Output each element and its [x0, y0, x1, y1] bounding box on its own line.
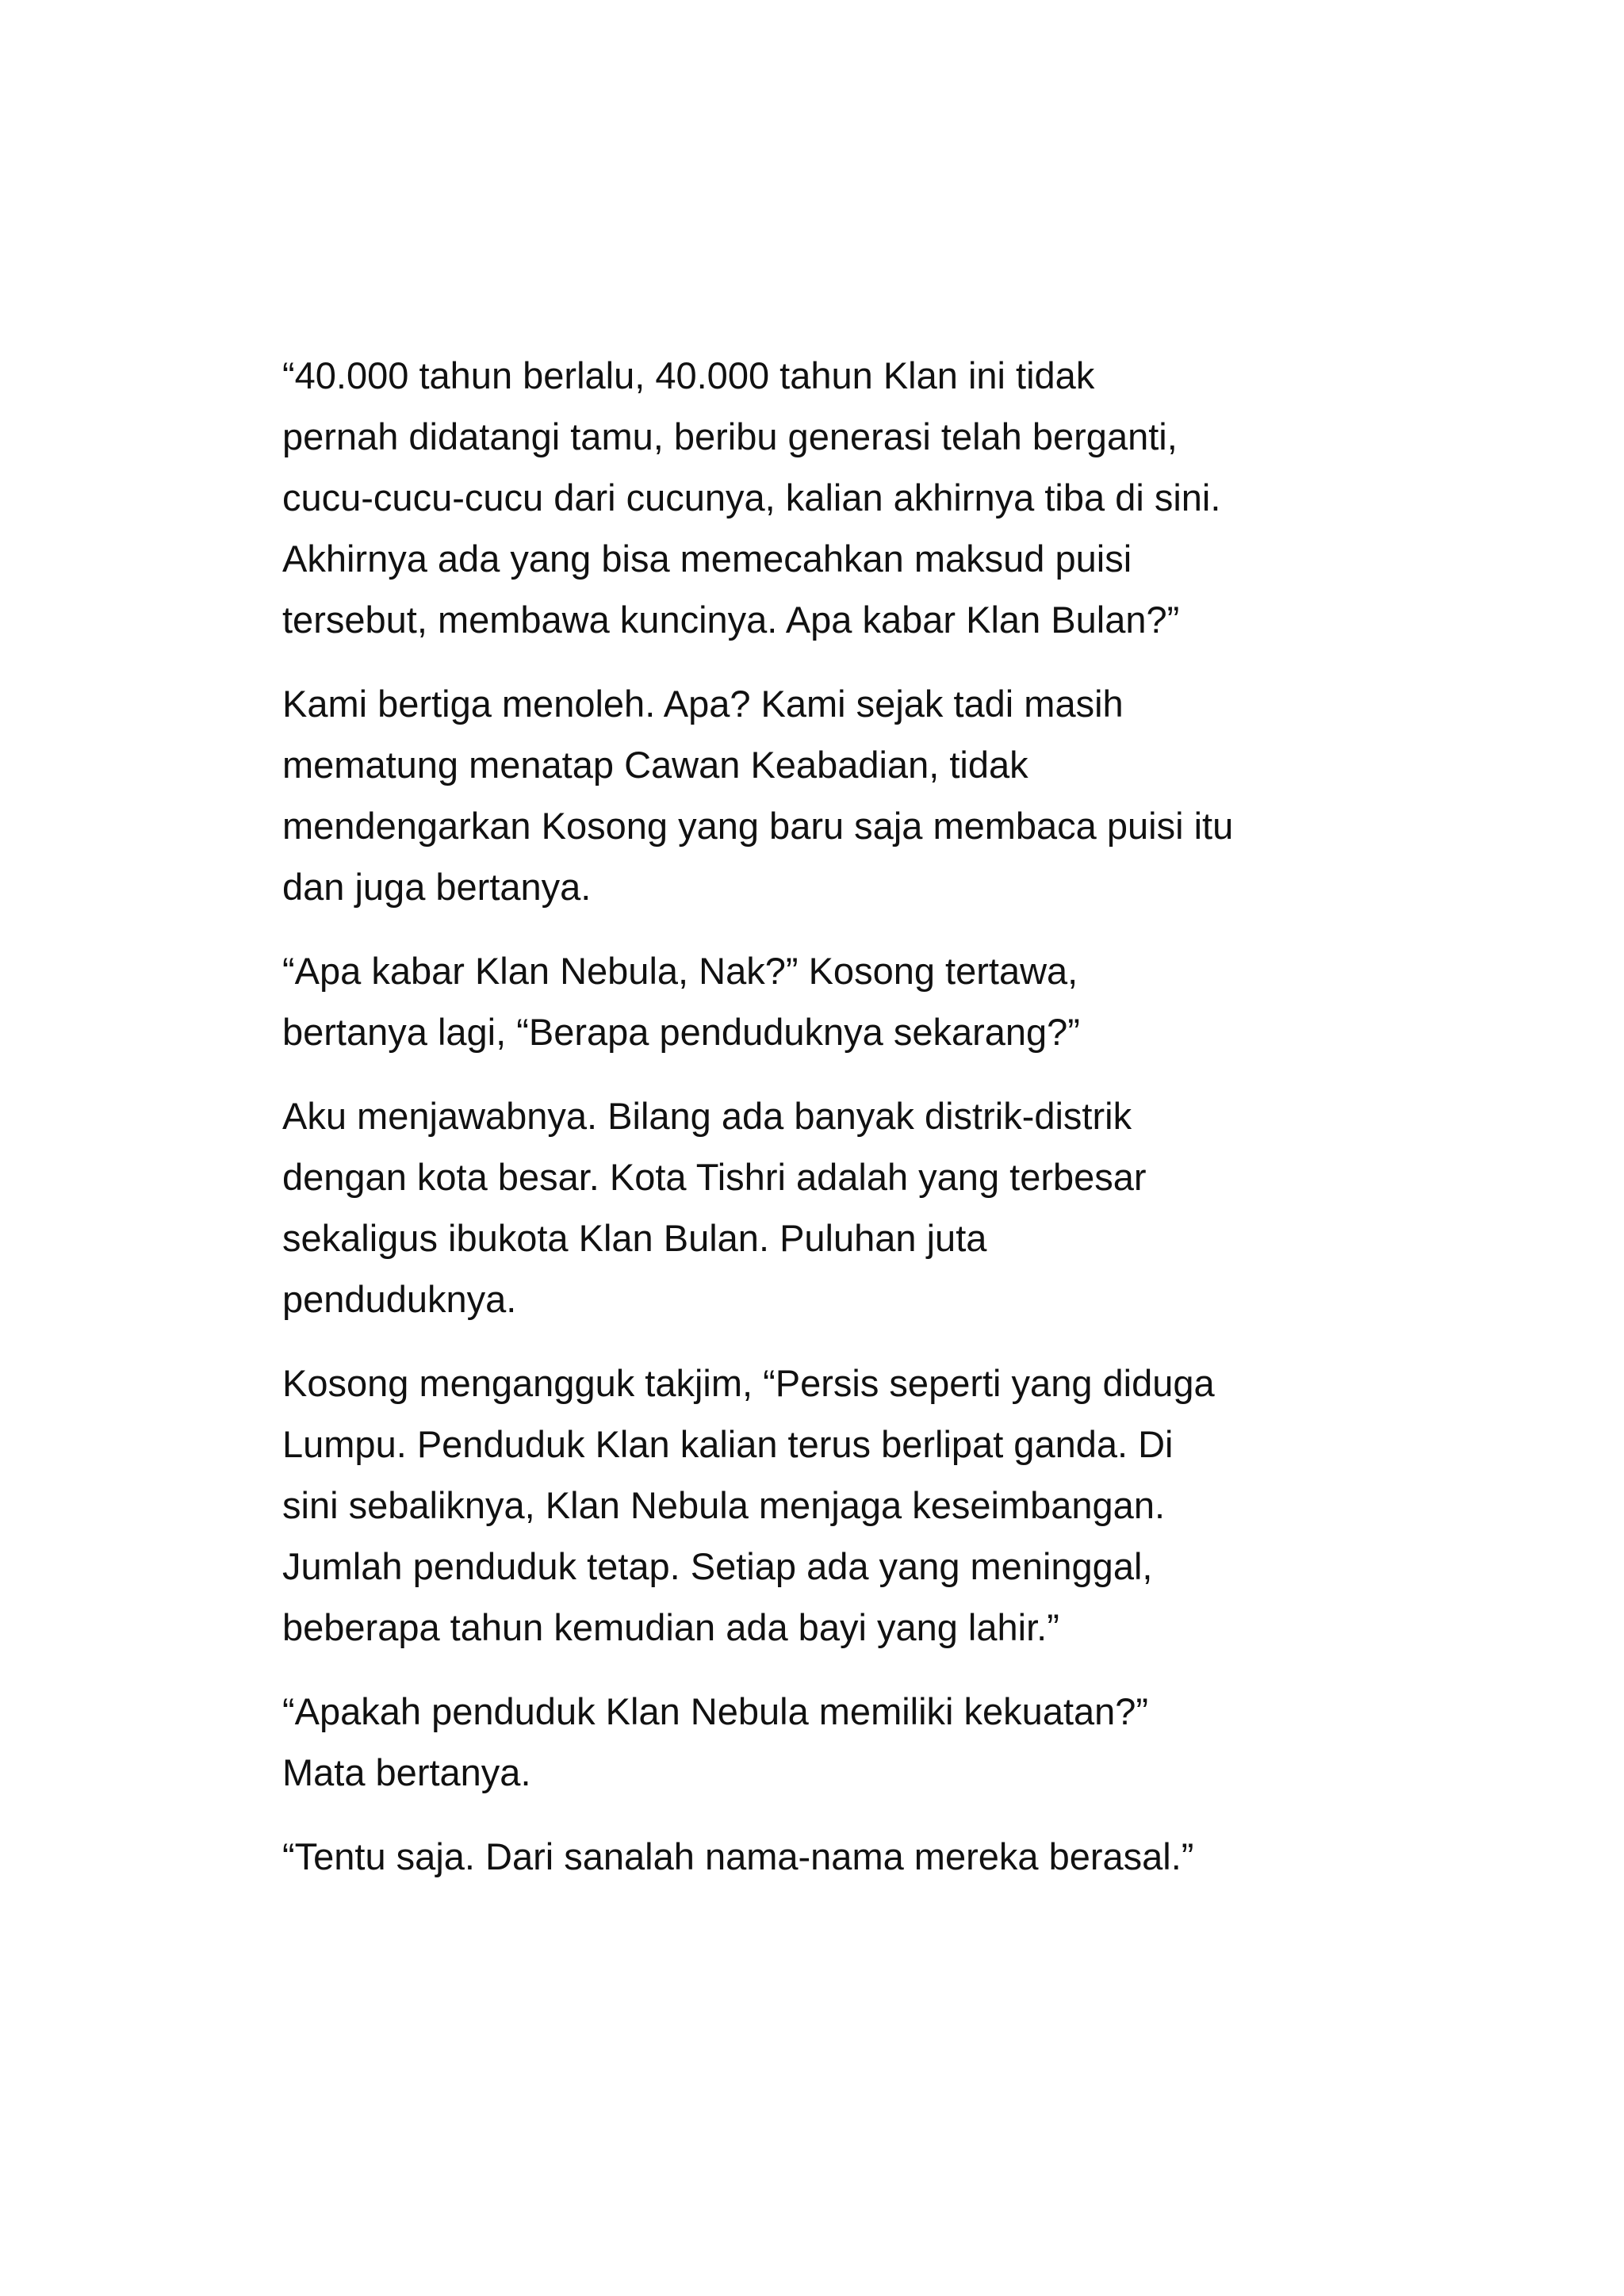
text-line: mendengarkan Kosong yang baru saja membaca puisi itu — [282, 805, 1234, 847]
text-line: Kosong mengangguk takjim, “Persis seperti yang diduga — [282, 1362, 1215, 1404]
text-line: “Tentu saja. Dari sanalah nama-nama mereka berasal.” — [282, 1835, 1194, 1877]
paragraph-3 — [282, 940, 1392, 1062]
paragraph-2 — [282, 673, 1392, 917]
text-line: “Apa kabar Klan Nebula, Nak?” Kosong tertawa, — [282, 950, 1078, 992]
paragraph-6 — [282, 1681, 1392, 1803]
text-line: sekaligus ibukota Klan Bulan. Puluhan juta — [282, 1217, 987, 1259]
text-line: Mata bertanya. — [282, 1751, 531, 1793]
paragraph-5 — [282, 1353, 1392, 1658]
text-line: Jumlah penduduk tetap. Setiap ada yang meninggal, — [282, 1545, 1153, 1587]
text-line: Aku menjawabnya. Bilang ada banyak distrik-distrik — [282, 1095, 1132, 1137]
text-line: dan juga bertanya. — [282, 866, 592, 908]
paragraph-7 — [282, 1826, 1392, 1887]
text-line: Kami bertiga menoleh. Apa? Kami sejak tadi masih — [282, 683, 1124, 725]
paragraph-1 — [282, 345, 1392, 650]
text-line: tersebut, membawa kuncinya. Apa kabar Klan Bulan?” — [282, 599, 1180, 641]
text-line: “40.000 tahun berlalu, 40.000 tahun Klan ini tidak — [282, 354, 1095, 396]
text-line: pernah didatangi tamu, beribu generasi telah berganti, — [282, 415, 1178, 457]
text-line: cucu-cucu-cucu dari cucunya, kalian akhirnya tiba di sini. — [282, 476, 1221, 519]
paragraph-4 — [282, 1085, 1392, 1330]
text-line: penduduknya. — [282, 1278, 517, 1320]
text-line: mematung menatap Cawan Keabadian, tidak — [282, 744, 1028, 786]
text-line: sini sebaliknya, Klan Nebula menjaga keseimbangan. — [282, 1484, 1166, 1526]
text-line: “Apakah penduduk Klan Nebula memiliki kekuatan?” — [282, 1690, 1149, 1732]
text-line: Lumpu. Penduduk Klan kalian terus berlipat ganda. Di — [282, 1423, 1174, 1465]
text-line: beberapa tahun kemudian ada bayi yang lahir.” — [282, 1606, 1059, 1648]
text-line: Akhirnya ada yang bisa memecahkan maksud puisi — [282, 538, 1132, 580]
text-line: bertanya lagi, “Berapa penduduknya sekarang?” — [282, 1011, 1080, 1053]
text-line: dengan kota besar. Kota Tishri adalah yang terbesar — [282, 1156, 1147, 1198]
body-text — [282, 345, 1392, 1910]
